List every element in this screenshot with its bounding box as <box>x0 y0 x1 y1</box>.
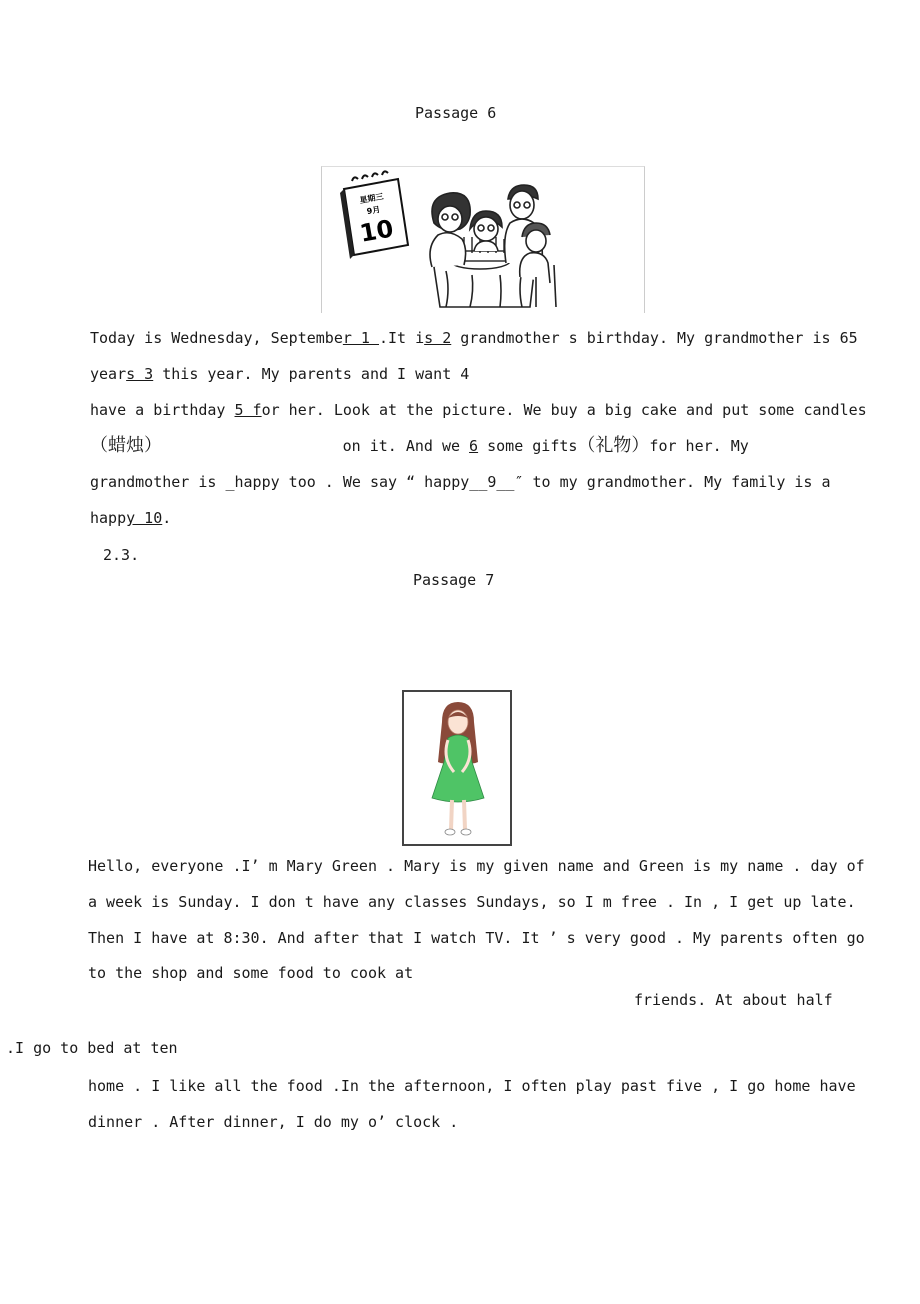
blank-segment: 5 f <box>234 401 262 419</box>
birthday-family-drawing <box>322 167 644 313</box>
text-segment: for her. My <box>649 437 749 455</box>
passage-7-line-4: to the shop and some food to cook at <box>88 964 414 982</box>
text-segment: have a birthday <box>90 401 235 419</box>
passage-6-line-5 <box>90 472 831 492</box>
text-segment: year <box>90 365 127 383</box>
calendar-weekday: 星期三 <box>358 192 385 206</box>
calendar-day: 10 <box>357 214 396 248</box>
passage-6-line-3 <box>90 400 867 420</box>
blank-segment: s 2 <box>424 329 452 347</box>
text-segment: some gifts <box>478 437 578 455</box>
text-segment: Today is Wednesday, Septembe <box>90 329 343 347</box>
calendar-icon <box>340 171 408 259</box>
passage-7-line-2: a week is Sunday. I don t have any classes Sundays, so I m free . In , I get up late. <box>88 893 856 911</box>
passage-6-line-6 <box>90 508 171 528</box>
text-segment: . <box>162 509 172 527</box>
text-segment: .It i <box>379 329 425 347</box>
passage-6-line-2 <box>90 364 469 384</box>
text-segment: （礼物） <box>577 435 650 456</box>
text-segment: grandmother is _happy too . We say “ happy__9__″ to my grandmother. My family is a <box>90 473 831 491</box>
passage-6-line-1 <box>90 328 858 348</box>
passage-7-title: Passage 7 <box>413 571 495 589</box>
calendar-month: 9月 <box>366 204 382 217</box>
passage-7-line-5: home . I like all the food .In the afternoon, I often play past five , I go home have <box>88 1077 856 1095</box>
text-segment: happ <box>90 509 127 527</box>
blank-segment: s 3 <box>126 365 154 383</box>
text-segment: this year. My parents and I want 4 <box>153 365 470 383</box>
text-segment: on it. And we <box>162 437 470 455</box>
girl-illustration <box>402 690 512 846</box>
birthday-family-illustration <box>321 166 645 313</box>
question-number-line: 2.3. <box>103 546 140 564</box>
passage-7-right-line: friends. At about half <box>634 991 833 1009</box>
passage-7-line-3: Then I have at 8:30. And after that I watch TV. It ’ s very good . My parents often go <box>88 929 865 947</box>
passage-7-line-6: dinner . After dinner, I do my o’ clock . <box>88 1113 459 1131</box>
text-segment: （蜡烛） <box>90 435 162 456</box>
girl-green-dress-drawing <box>404 692 510 844</box>
text-segment: grandmother s birthday. My grandmother is 65 <box>451 329 858 347</box>
text-segment: or her. Look at the picture. We buy a big cake and put some candles <box>261 401 867 419</box>
passage-6-line-4 <box>90 436 749 456</box>
blank-segment: 6 <box>469 437 479 455</box>
passage-6-title: Passage 6 <box>415 104 497 122</box>
passage-7-line-1: Hello, everyone .I’ m Mary Green . Mary is my given name and Green is my name . day of <box>88 857 865 875</box>
passage-7-left-line: .I go to bed at ten <box>6 1039 178 1057</box>
blank-segment: y 10 <box>126 509 163 527</box>
blank-segment: r 1 <box>342 329 379 347</box>
